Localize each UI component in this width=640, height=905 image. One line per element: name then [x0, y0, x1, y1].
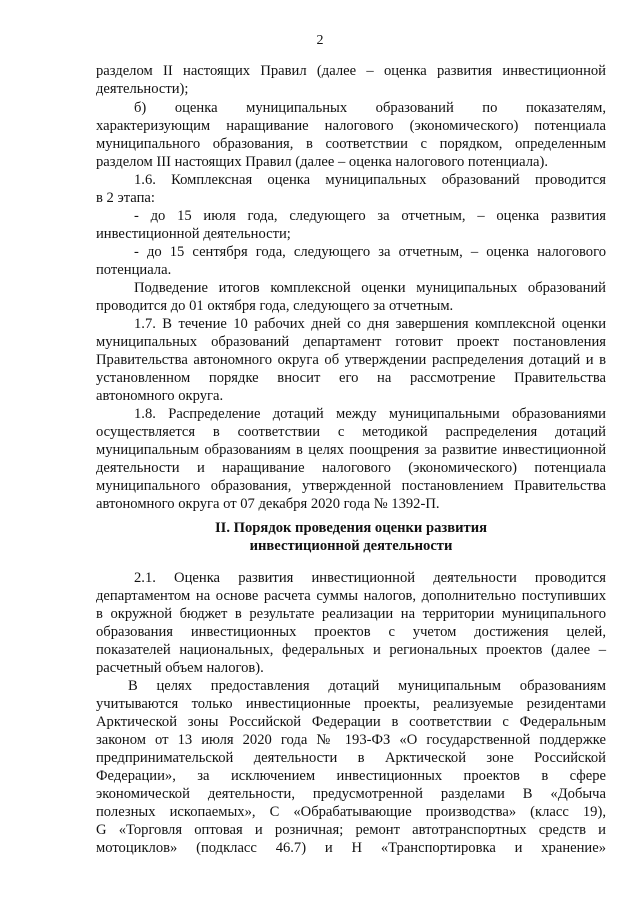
text-line: 2.1. Оценка развития инвестиционной деятельности проводится	[134, 570, 606, 586]
text-line: образования инвестиционных проектов с учетом достижения целей,	[96, 624, 606, 640]
text-line: установленном порядке вносит его на рассмотрение Правительства	[96, 370, 606, 386]
text-line: потенциала.	[96, 262, 172, 278]
text-line: учитываются только инвестиционные проекты, реализуемые резидентами	[96, 696, 606, 712]
text-line: В целях предоставления дотаций муниципальным образованиям	[128, 678, 606, 694]
text-line: - до 15 июля года, следующего за отчетным, – оценка развития	[134, 208, 606, 224]
text-line: б) оценка муниципальных образований по показателям,	[134, 100, 606, 116]
text-line: муниципальным образованиям в целях поощрения за развитие инвестиционной	[96, 442, 606, 458]
text-line: предпринимательской деятельности в Арктической зоне Российской	[96, 750, 606, 766]
text-line: деятельности и наращивание налогового (экономического) потенциала	[96, 460, 606, 476]
text-line: - до 15 сентября года, следующего за отчетным, – оценка налогового	[134, 244, 606, 260]
text-line: в 2 этапа:	[96, 190, 155, 206]
text-line: инвестиционной деятельности;	[96, 226, 291, 242]
text-line: 1.6. Комплексная оценка муниципальных образований проводится	[134, 172, 606, 188]
section-heading: инвестиционной деятельности	[249, 538, 453, 554]
text-line: мотоциклов» (подкласс 46.7) и H «Транспортировка и хранение»	[96, 840, 606, 856]
text-line: разделом III настоящих Правил (далее – оценка налогового потенциала).	[96, 154, 548, 170]
text-line: Федерации», за исключением инвестиционных проектов в сфере	[96, 768, 606, 784]
text-line: разделом II настоящих Правил (далее – оценка развития инвестиционной	[96, 63, 606, 79]
text-line: G «Торговля оптовая и розничная; ремонт автотранспортных средств и	[96, 822, 606, 838]
text-line: муниципального образования, утвержденной постановлением Правительства	[96, 478, 606, 494]
text-line: расчетный объем налогов).	[96, 660, 264, 676]
text-line: автономного округа.	[96, 388, 224, 404]
text-line: законом от 13 июля 2020 года № 193-ФЗ «О государственной поддержке	[96, 732, 606, 748]
text-line: муниципального образования, в соответствии с порядком, определенным	[96, 136, 606, 152]
text-line: показателей национальных, федеральных и региональных проектов (далее –	[96, 642, 606, 658]
text-line: полезных ископаемых», C «Обрабатывающие производства» (класс 19),	[96, 804, 606, 820]
text-line: Правительства автономного округа об утверждении распределения дотаций и в	[96, 352, 606, 368]
text-line: 1.7. В течение 10 рабочих дней со дня завершения комплексной оценки	[134, 316, 606, 332]
text-line: 1.8. Распределение дотаций между муниципальными образованиями	[134, 406, 606, 422]
text-line: деятельности);	[96, 81, 189, 97]
text-line: проводится до 01 октября года, следующего за отчетным.	[96, 298, 454, 314]
text-line: департаментом на основе расчета суммы налогов, дополнительно поступивших	[96, 588, 606, 604]
text-line: осуществляется в соответствии с методикой распределения дотаций	[96, 424, 606, 440]
text-line: характеризующим наращивание налогового (экономического) потенциала	[96, 118, 606, 134]
text-line: в окружной бюджет в результате реализации на территории муниципального	[96, 606, 606, 622]
page-number: 2	[316, 33, 324, 48]
text-line: автономного округа от 07 декабря 2020 года № 1392-П.	[96, 496, 440, 512]
text-line: Подведение итогов комплексной оценки муниципальных образований	[134, 280, 606, 296]
text-line: муниципальных образований департамент готовит проект постановления	[96, 334, 606, 350]
text-line: Арктической зоны Российской Федерации в соответствии с Федеральным	[96, 714, 606, 730]
text-line: экономической деятельности, предусмотренной разделами B «Добыча	[96, 786, 606, 802]
section-heading: II. Порядок проведения оценки развития	[215, 520, 487, 536]
